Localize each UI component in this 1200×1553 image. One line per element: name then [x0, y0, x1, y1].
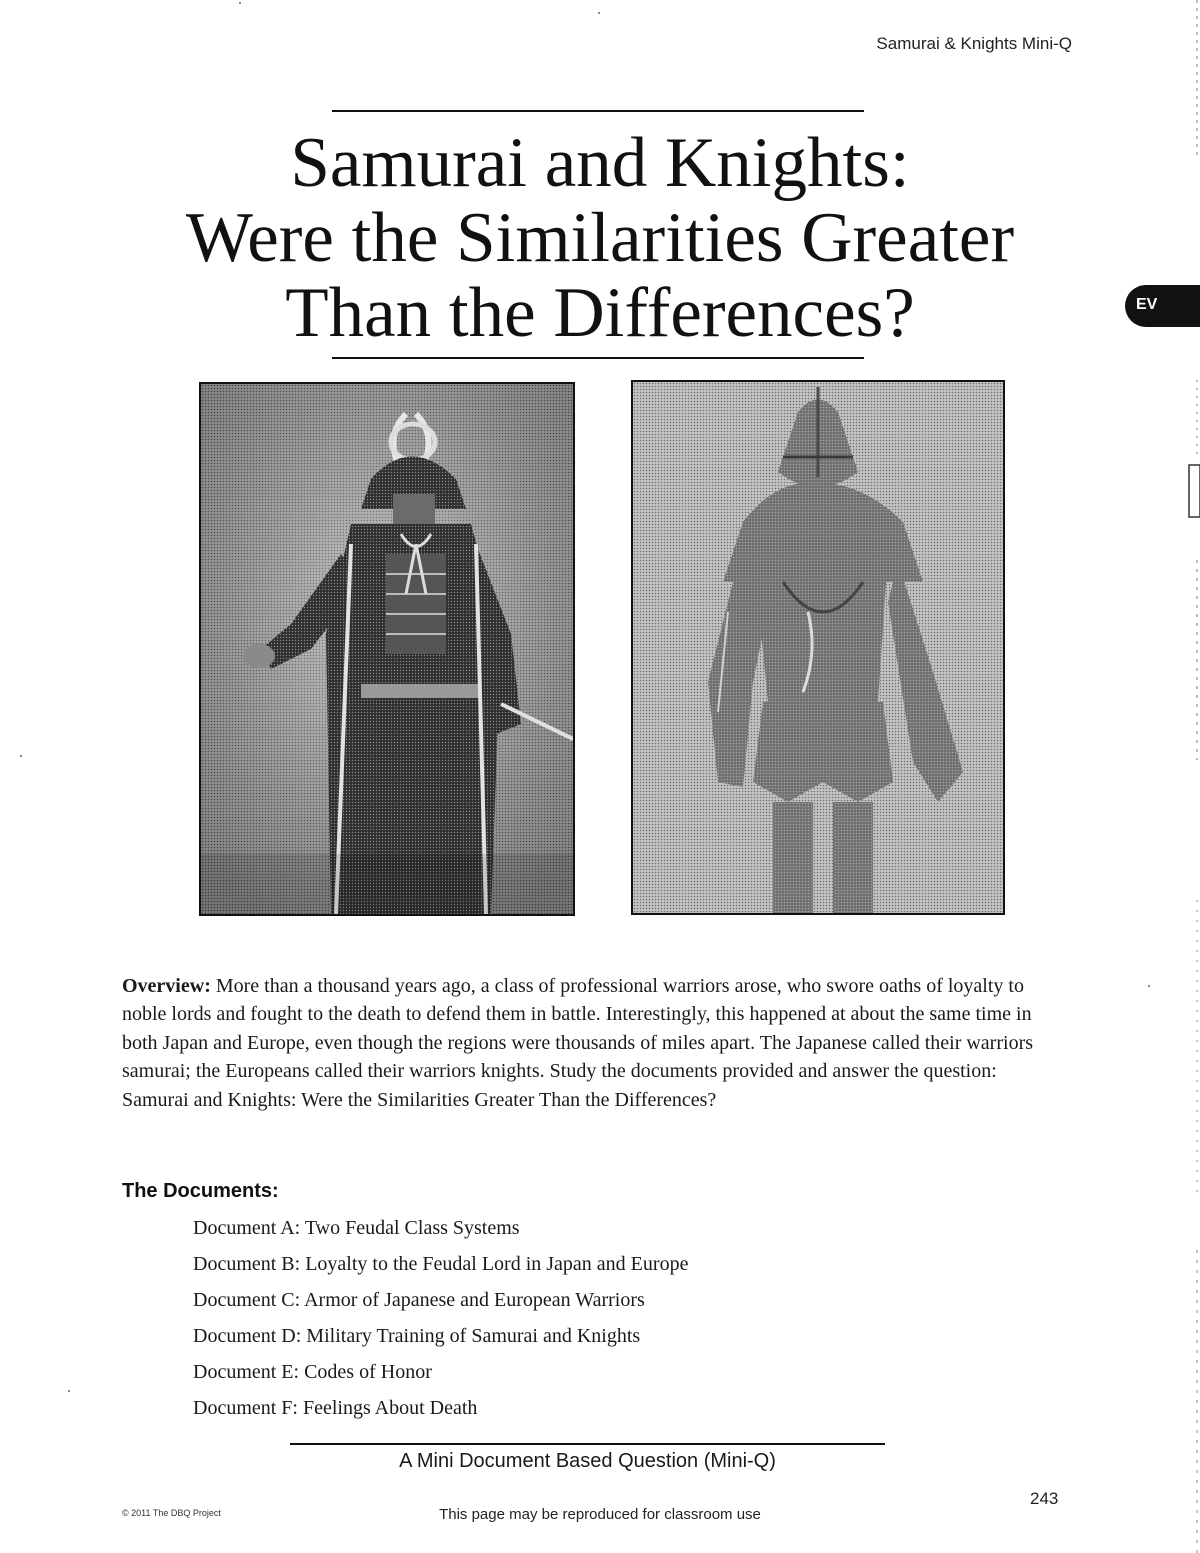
document-item-a: Document A: Two Feudal Class Systems — [193, 1217, 520, 1239]
overview-text: More than a thousand years ago, a class of professional warriors arose, who swore oaths of loyalty to noble lords and fought to the death to defend them in battle. Interestingly, this happened at about the same time in both Japan and Europe, even though the regions were thousands of miles apart. The Japanese called their warriors samurai; the Europeans called their warriors knights. Study the documents provided and answer the question: Samurai and Knights: Were the Similarities Greater Than the Differences? — [122, 975, 1034, 1111]
title-bottom-rule — [332, 357, 864, 359]
samurai-illustration — [201, 384, 573, 914]
page-number: 243 — [1030, 1489, 1059, 1508]
documents-heading: The Documents: — [122, 1180, 279, 1202]
knight-illustration — [633, 382, 1003, 913]
title-line-1: Samurai and Knights: — [290, 124, 910, 202]
documents-list — [193, 1210, 688, 1426]
document-item-f: Document F: Feelings About Death — [193, 1397, 478, 1419]
title-line-2: Were the Similarities Greater — [185, 199, 1015, 277]
document-item-d: Document D: Military Training of Samurai and Knights — [193, 1325, 641, 1347]
document-item-c: Document C: Armor of Japanese and European Warriors — [193, 1289, 645, 1311]
scan-speck — [68, 1390, 70, 1392]
samurai-photo — [199, 382, 575, 916]
footer-rule — [290, 1443, 885, 1445]
knight-photo — [631, 380, 1005, 915]
overview-paragraph — [122, 972, 1047, 1114]
copyright-notice: © 2011 The DBQ Project — [122, 1508, 221, 1518]
document-item-e: Document E: Codes of Honor — [193, 1361, 432, 1383]
scan-speck — [20, 755, 22, 757]
title-top-rule — [332, 110, 864, 112]
scan-edge-marks — [1186, 0, 1200, 1553]
section-tab-label: EV — [1136, 296, 1158, 313]
document-item-b: Document B: Loyalty to the Feudal Lord in Japan and Europe — [193, 1253, 689, 1275]
footer-title: A Mini Document Based Question (Mini-Q) — [399, 1450, 776, 1472]
overview-label: Overview: — [122, 975, 211, 997]
scan-speck — [239, 2, 241, 4]
scan-speck — [1148, 985, 1150, 987]
page-title — [100, 126, 1100, 351]
running-header: Samurai & Knights Mini-Q — [876, 34, 1072, 53]
scan-speck — [598, 12, 600, 14]
reproduce-note: This page may be reproduced for classroom use — [439, 1506, 761, 1523]
title-line-3: Than the Differences? — [285, 274, 915, 352]
